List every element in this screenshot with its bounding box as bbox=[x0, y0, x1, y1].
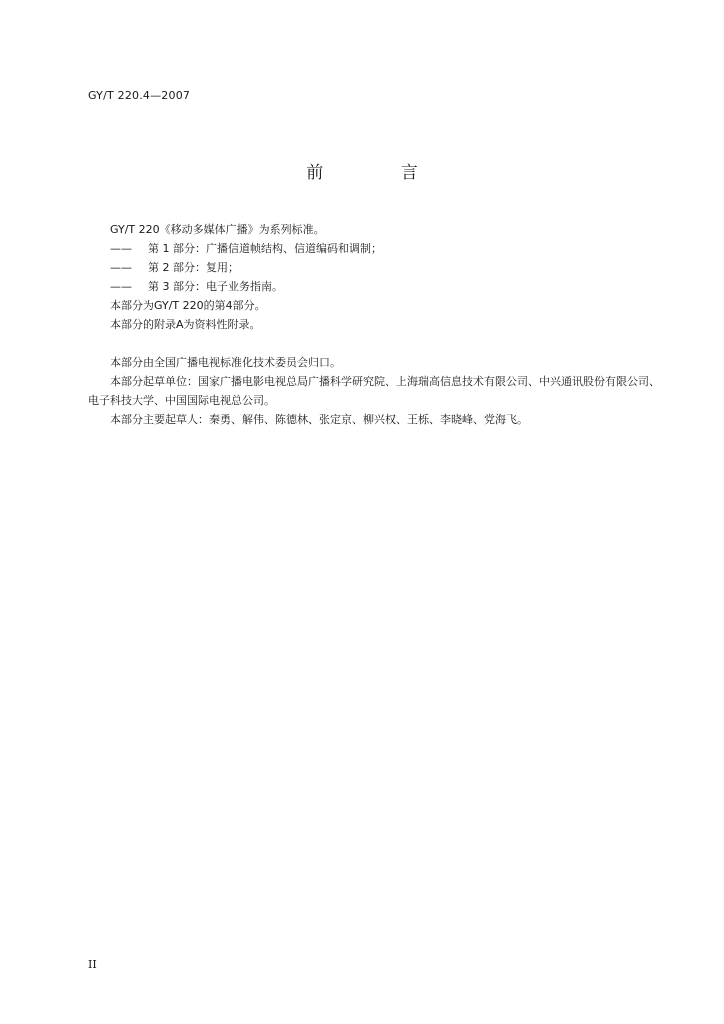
part-3-text: 第 3 部分：电子业务指南。 bbox=[148, 280, 283, 293]
part-1-text: 第 1 部分：广播信道帧结构、信道编码和调制； bbox=[148, 242, 382, 255]
appendix-paragraph: 本部分的附录A为资料性附录。 bbox=[110, 318, 261, 331]
part-list-item bbox=[88, 239, 668, 258]
page-title: 前 言 bbox=[306, 163, 454, 183]
part-2-text: 第 2 部分：复用； bbox=[148, 261, 239, 274]
part-list-item bbox=[88, 277, 668, 296]
foreword-body bbox=[88, 220, 668, 429]
series-intro-paragraph: GY/T 220《移动多媒体广播》为系列标准。 bbox=[110, 223, 325, 236]
this-part-paragraph: 本部分为GY/T 220的第4部分。 bbox=[110, 299, 266, 312]
responsible-paragraph: 本部分由全国广播电视标准化技术委员会归口。 bbox=[110, 356, 341, 369]
paragraph-gap bbox=[88, 334, 668, 353]
part-list-item bbox=[88, 258, 668, 277]
list-dash: —— bbox=[110, 242, 132, 255]
drafting-units-paragraph: 本部分起草单位：国家广播电影电视总局广播科学研究院、上海瑞高信息技术有限公司、中兴通讯股份有限公司、电子科技大学、中国国际电视总公司。 bbox=[88, 375, 660, 407]
drafters-paragraph: 本部分主要起草人：秦勇、解伟、陈德林、张定京、柳兴权、王栎、李晓峰、党海飞。 bbox=[110, 413, 528, 426]
list-dash: —— bbox=[110, 261, 132, 274]
page-number: II bbox=[88, 958, 97, 971]
document-code: GY/T 220.4—2007 bbox=[88, 89, 191, 102]
list-dash: —— bbox=[110, 280, 132, 293]
